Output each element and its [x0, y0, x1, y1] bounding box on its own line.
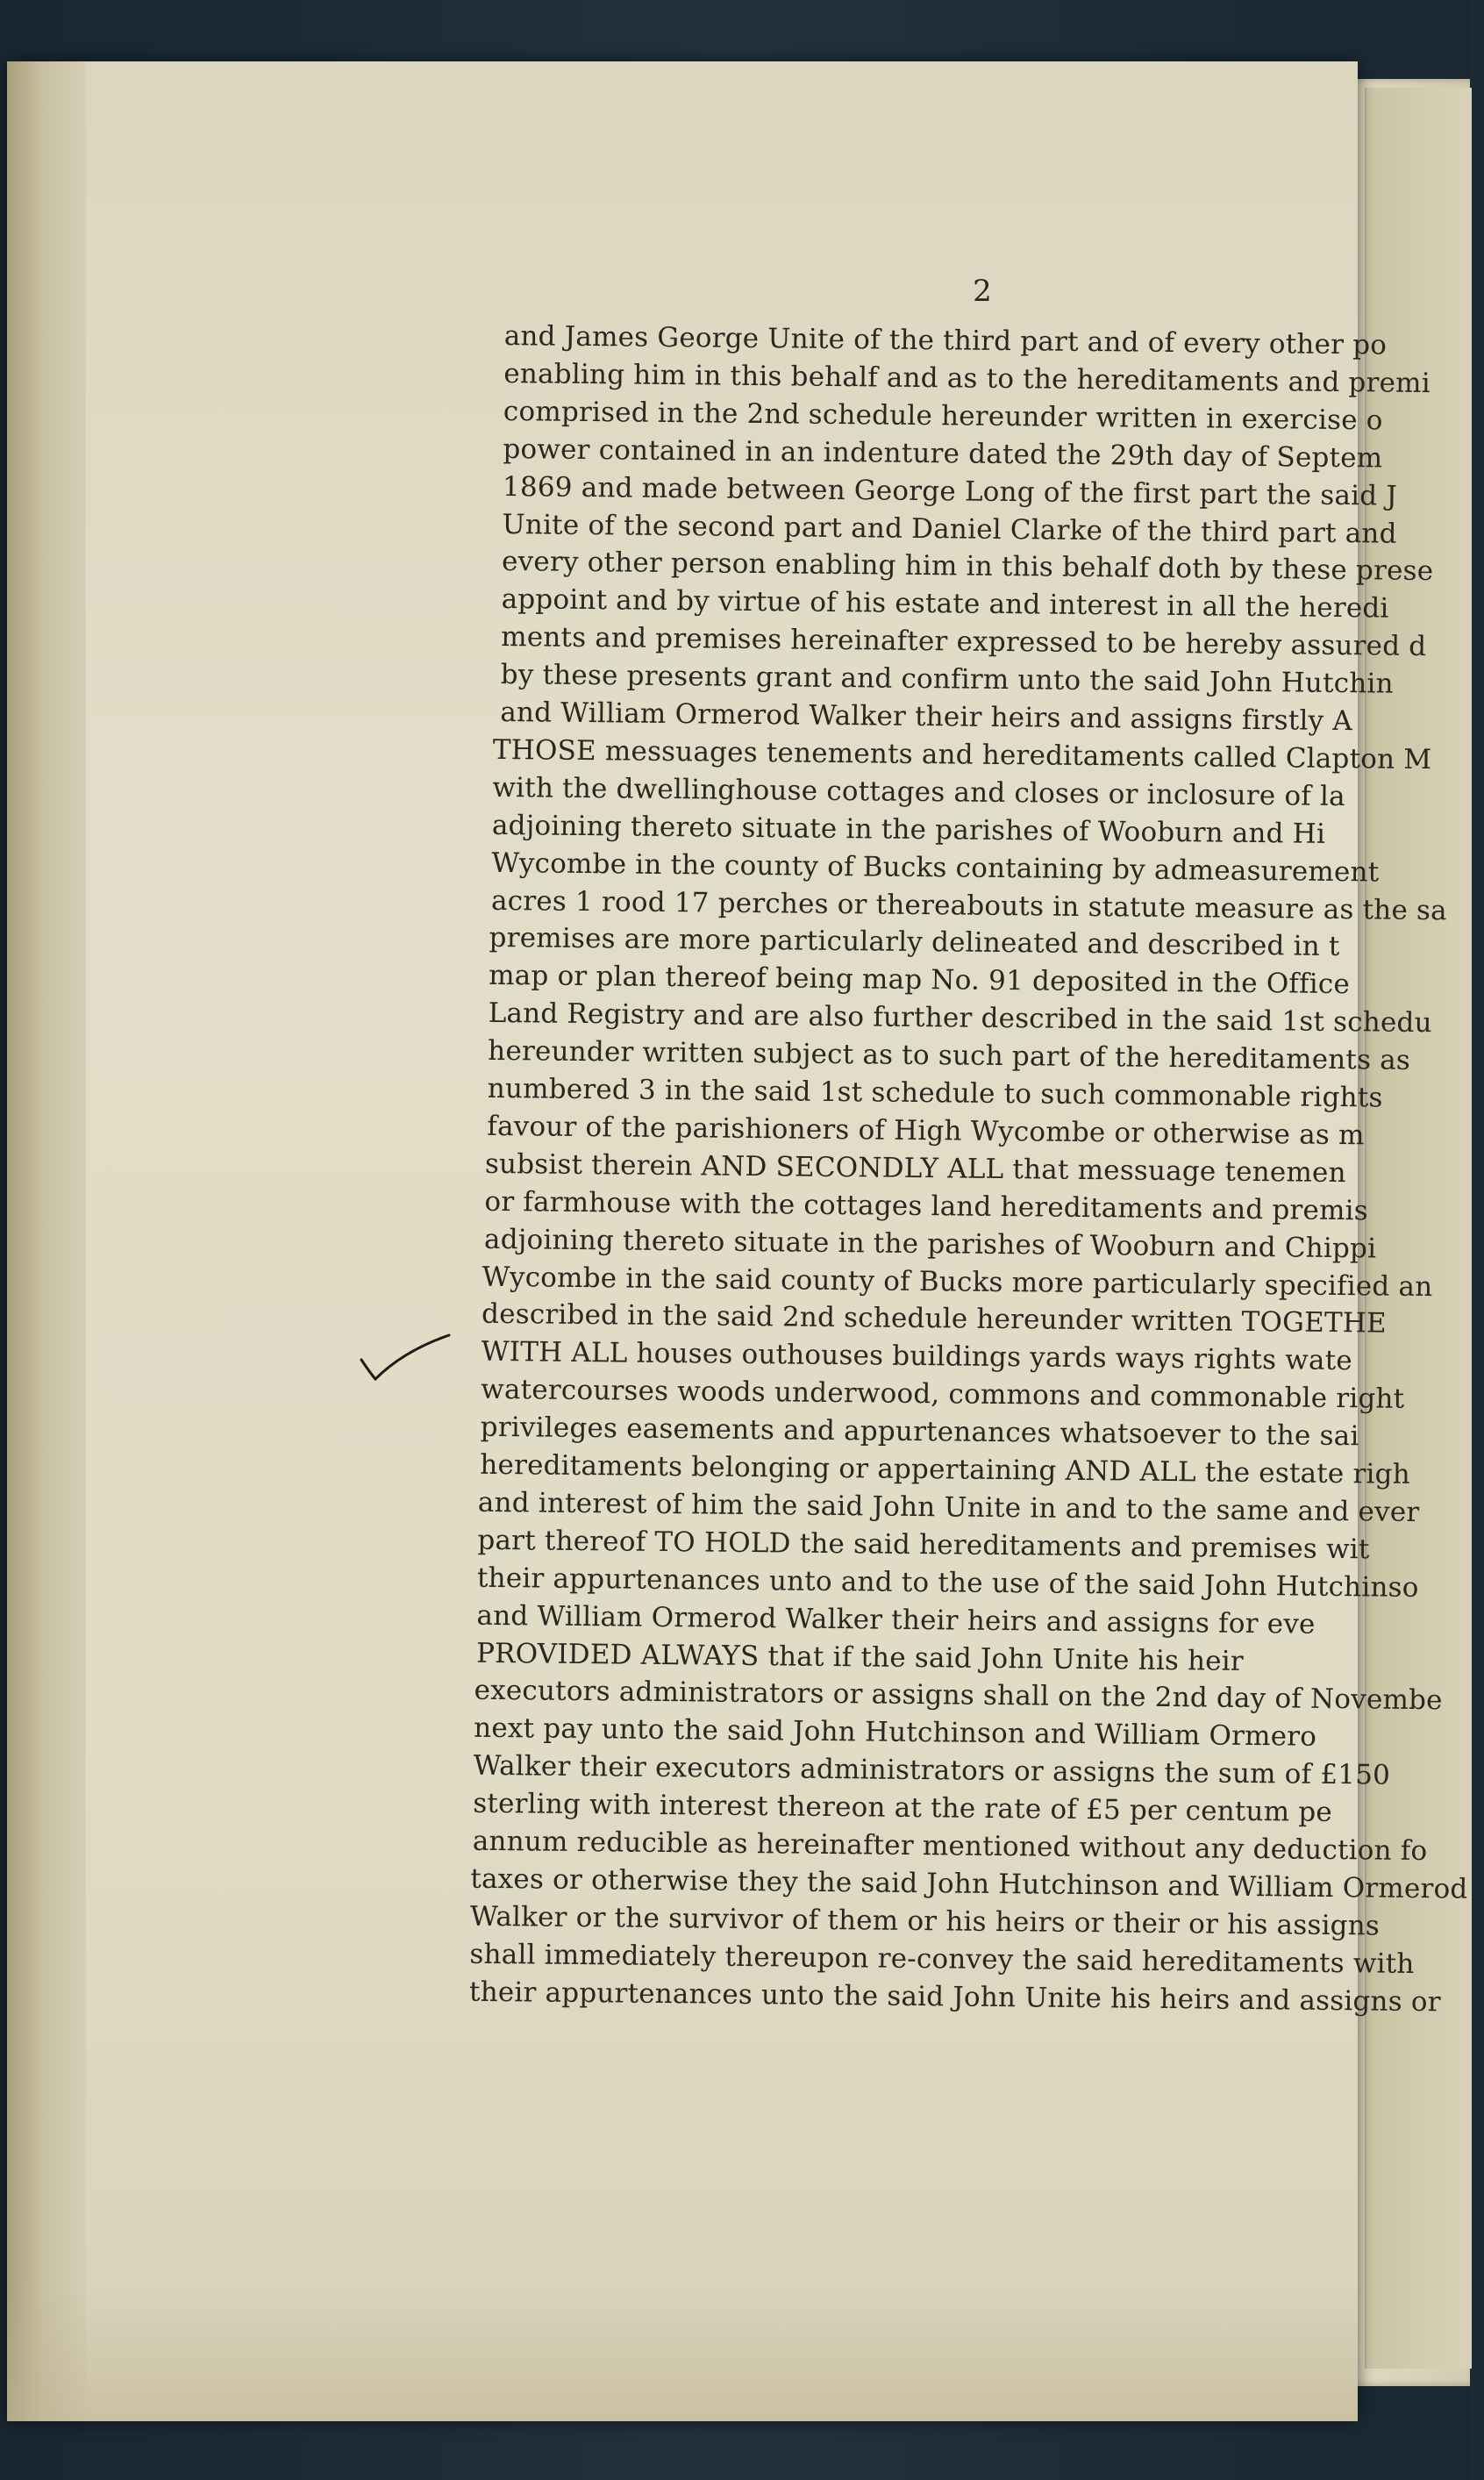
page-stain	[7, 2281, 1358, 2421]
text-line: map or plan thereof being map No. 91 deposited in the Office	[488, 960, 1351, 1001]
text-line: THOSE messuages tenements and hereditaments called Clapton M	[492, 733, 1432, 775]
text-line: with the dwellinghouse cottages and closes or inclosure of la	[492, 771, 1346, 812]
handwritten-tick-mark	[351, 1325, 456, 1386]
text-line: Unite of the second part and Daniel Clarke of the third part and	[502, 508, 1397, 550]
text-line: executors administrators or assigns shall on the 2nd day of Novembe	[474, 1675, 1443, 1717]
text-line: Walker or the survivor of them or his heirs or their or his assigns	[469, 1900, 1381, 1942]
text-line: shall immediately thereupon re-convey the said hereditaments with	[469, 1938, 1415, 1980]
text-line: their appurtenances unto and to the use of the said John Hutchinso	[476, 1562, 1419, 1604]
text-line: by these presents grant and confirm unto the said John Hutchin	[500, 659, 1394, 700]
text-line: subsist therein AND SECONDLY ALL that messuage tenemen	[484, 1147, 1346, 1189]
text-line: or farmhouse with the cottages land hereditaments and premis	[484, 1185, 1369, 1227]
text-line: WITH ALL houses outhouses buildings yards ways rights wate	[481, 1336, 1353, 1377]
text-line: watercourses woods underwood, commons and commonable right	[481, 1373, 1405, 1416]
text-line: PROVIDED ALWAYS that if the said John Unite his heir	[475, 1637, 1245, 1677]
text-line: taxes or otherwise they the said John Hutchinson and William Ormerod	[470, 1862, 1468, 1905]
text-line: Land Registry and are also further described in the said 1st schedu	[488, 997, 1432, 1040]
text-line: and William Ormerod Walker their heirs and assigns firstly A	[500, 696, 1353, 738]
text-line: their appurtenances unto the said John Unite his heirs and assigns or	[468, 1976, 1441, 2018]
text-line: premises are more particularly delineated and described in t	[489, 922, 1340, 963]
text-line: adjoining thereto situate in the parishes of Wooburn and Hi	[491, 809, 1326, 850]
text-line: comprised in the 2nd schedule hereunder written in exercise o	[503, 395, 1383, 437]
text-line: Wycombe in the county of Bucks containing by admeasurement	[491, 847, 1380, 889]
text-line: privileges easements and appurtenances whatsoever to the sai	[480, 1411, 1359, 1453]
text-line: ments and premises hereinafter expressed to be hereby assured d	[501, 621, 1427, 663]
text-line: Walker their executors administrators or assigns the sum of £150	[473, 1749, 1391, 1791]
text-line: part thereof TO HOLD the said hereditaments and premises wit	[477, 1524, 1370, 1566]
text-line: and James George Unite of the third part and of every other po	[503, 320, 1388, 361]
text-line: acres 1 rood 17 perches or thereabouts in statute measure as the sa	[490, 884, 1448, 926]
text-line: annum reducible as hereinafter mentioned without any deduction fo	[472, 1825, 1428, 1868]
document-text-block	[468, 320, 1468, 2040]
text-line: enabling him in this behalf and as to the hereditaments and premi	[503, 357, 1431, 399]
text-line: Wycombe in the said county of Bucks more particularly specified an	[482, 1261, 1433, 1303]
text-line: favour of the parishioners of High Wycombe or otherwise as m	[487, 1110, 1365, 1152]
text-line: power contained in an indenture dated the 29th day of Septem	[503, 432, 1383, 475]
text-line: and interest of him the said John Unite in and to the same and ever	[477, 1486, 1420, 1528]
text-line: every other person enabling him in this behalf doth by these prese	[501, 546, 1434, 588]
text-line: hereunder written subject as to such part of the hereditaments as	[488, 1034, 1411, 1076]
text-line: and William Ormerod Walker their heirs and assigns for eve	[476, 1599, 1316, 1640]
text-line: hereditaments belonging or appertaining AND ALL the estate righ	[480, 1448, 1411, 1490]
text-line: described in the said 2nd schedule hereunder written TOGETHE	[481, 1298, 1388, 1340]
text-line: adjoining thereto situate in the parishes of Wooburn and Chippi	[483, 1223, 1377, 1265]
text-line: appoint and by virtue of his estate and interest in all the heredi	[501, 583, 1389, 625]
text-line: sterling with interest thereon at the rate of £5 per centum pe	[473, 1787, 1333, 1829]
text-line: 1869 and made between George Long of the first part the said J	[502, 470, 1398, 512]
text-line: numbered 3 in the said 1st schedule to such commonable rights	[487, 1072, 1383, 1114]
page-number: 2	[973, 274, 992, 309]
page-binding-edge	[7, 61, 86, 2421]
text-line: next pay unto the said John Hutchinson and William Ormero	[474, 1712, 1317, 1754]
